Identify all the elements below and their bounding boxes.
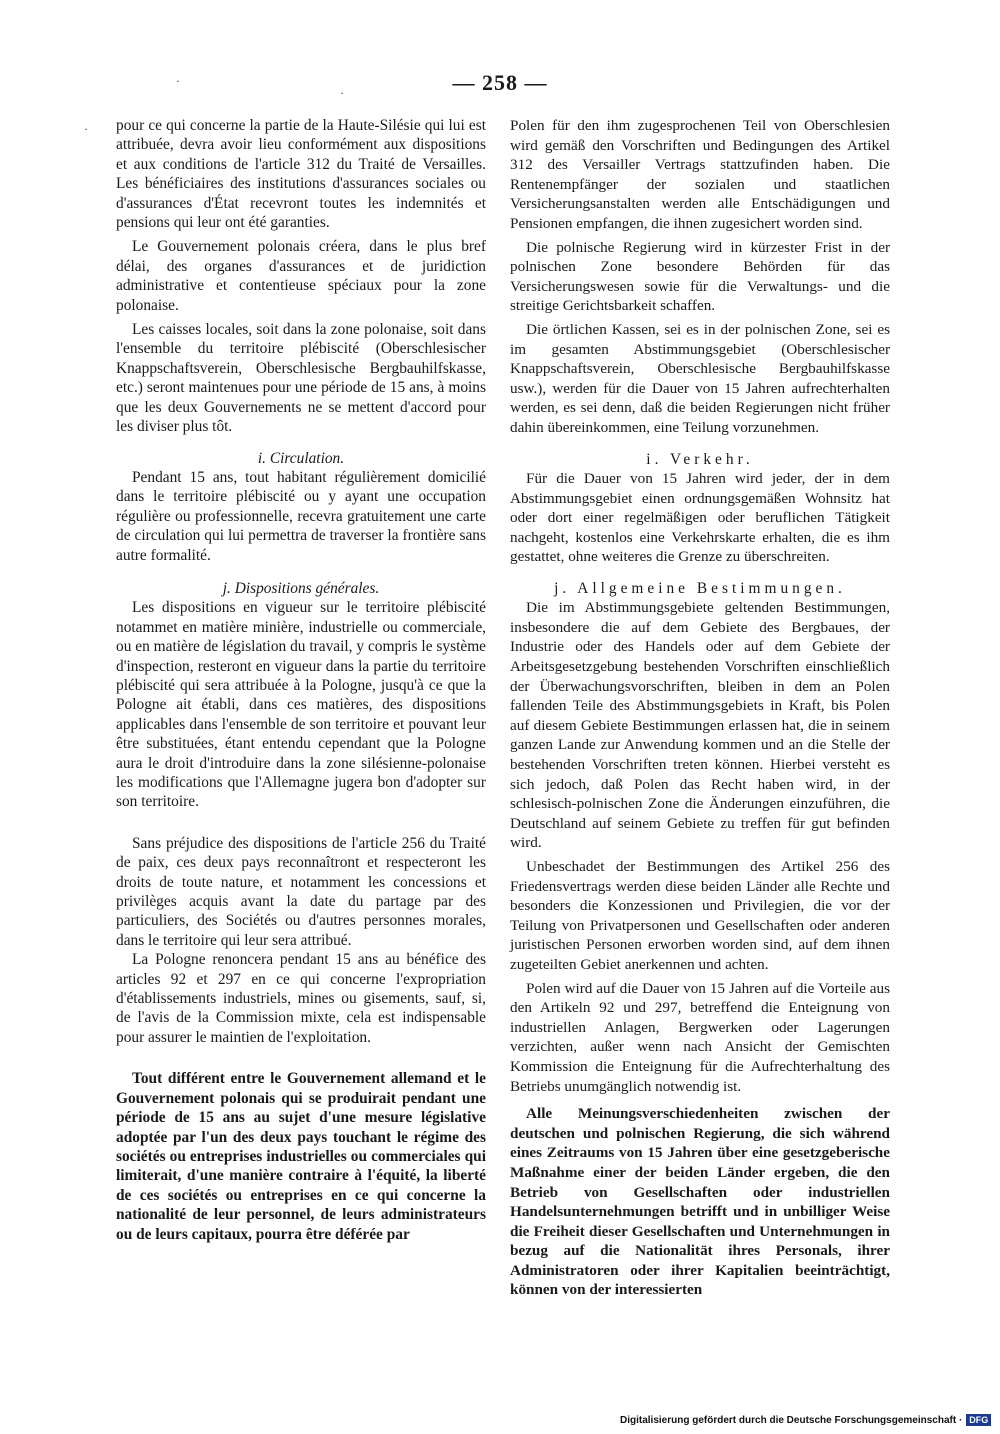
fr-section-heading: i. Circulation. (257, 449, 345, 467)
fr-section-heading: j. Dispositions générales. (222, 579, 380, 597)
digitization-footer (620, 1414, 991, 1426)
fr-paragraph: Pendant 15 ans, tout habitant régulièrement domicilié dans le territoire plébiscité ou y ayant une occupation régulière ou professionnelle, recevra gratuitement une carte de circulation qui lui permettra de traverser la frontière sans autre formalité. (116, 468, 486, 564)
fr-paragraph: Tout différent entre le Gouvernement allemand et le Gouvernement polonais qui se produirait pendant une période de 15 ans au sujet d'une mesure législative adoptée par l'un des deux pays touchant le régime des sociétés ou entreprises industrielles ou commerciales qui limiterait, d'une manière contraire à l'équité, la liberté de ces sociétés ou entreprises en ce qui concerne la nationalité de leur personnel, de leurs administrateurs ou de leurs capitaux, pourra être déférée par (116, 1070, 486, 1243)
de-section-heading: j. Allgemeine Bestimmungen. (554, 579, 846, 597)
dfg-logo-icon: DFG (966, 1414, 991, 1426)
fr-paragraph: Les dispositions en vigueur sur le territoire plébiscité notammet en matière minière, industrielle ou commerciale, ou en matière de législation du travail, y compris le système d'inspection, resteront en vigueur dans la partie du territoire plébiscité qui sera attribuée à la Pologne, jusqu'à ce que la Pologne ait établi, dans ces matières, des dispositions applicables dans l'ensemble de son territoire et pouvant leur être substituées, étant entendu cependant que la Pologne aura le droit d'introduire dans la zone silésienne-polonaise les modifications que l'Allemagne jugera bon d'adopter sur son territoire. (116, 599, 486, 811)
page-number: — 258 — (452, 70, 548, 95)
de-section-heading: i. Verkehr. (646, 450, 754, 468)
de-paragraph: Die im Abstimmungsgebiete geltenden Bestimmungen, insbesondere die auf dem Gebiete des Bergbaues, der Industrie oder des Handels oder auf dem Gebiete der Arbeitsgesetzgebung bestehenden Vorschriften einschließlich der Überwachungsvorschriften, bleiben in dem an Polen fallenden Teile des Abstimmungsgebiets in Kraft, bis Polen auf diesem Gebiete Bestimmungen erlassen hat, die in seinem ganzen Lande zur Anwendung kommen und an die Stelle der bestehenden Vorschriften treten können. Hierbei versteht es sich jedoch, daß Polen das Recht haben wird, in der schlesisch-polnischen Zone die Änderungen einzuführen, die Deutschland auf seinem Gebiete zu treffen für gut befinden wird. (510, 599, 890, 852)
de-paragraph: Unbeschadet der Bestimmungen des Artikel 256 des Friedensvertrags werden diese beiden Länder alle Rechte und besonders die Konzessionen und Privilegien, die vor der Teilung von Privatpersonen und Gesellschaften oder anderen juristischen Personen erworben worden sind, auf dem ihnen zugeteilten Gebiet anerkennen und achten. (510, 858, 890, 973)
de-paragraph: Alle Meinungsverschiedenheiten zwischen der deutschen und polnischen Regierung, die sich während eines Zeitraums von 15 Jahren über eine gesetzgeberische Maßnahme einer der beiden Länder ergeben, die den Betrieb von Gesellschaften oder industriellen Handelsunternehmungen betrifft und in unbilliger Weise die Freiheit dieser Gesellschaften und Unternehmungen in bezug auf die Nationalität ihres Personals, ihrer Administratoren oder ihrer Kapitalien beeinträchtigt, können von der interessierten (510, 1105, 890, 1299)
french-column (116, 116, 486, 1244)
fr-paragraph: La Pologne renoncera pendant 15 ans au bénéfice des articles 92 et 297 en ce qui concerne l'expropriation d'établissements industriels, mines ou gisements, sauf, si, de l'avis de la Commission mixte, cela est indispensable pour assurer le maintien de l'exploitation. (116, 951, 486, 1046)
margin-mark: · (340, 86, 344, 100)
de-paragraph: Polen für den ihm zugesprochenen Teil von Oberschlesien wird gemäß den Vorschriften und Bedingungen des Artikel 312 des Versailler Vertrags stattzufinden haben. Die Rentenempfänger der sozialen und staatlichen Versicherungsanstalten werden alle Entschädigungen und Pensionen empfangen, die ihnen zugesichert worden sind. (510, 117, 890, 232)
de-paragraph: Die örtlichen Kassen, sei es in der polnischen Zone, sei es im gesamten Abstimmungsgebiet (Oberschlesischer Knappschaftsverein, Oberschlesische Bergbauhilfskasse usw.), werden für die Dauer von 15 Jahren aufrechterhalten werden, es sei denn, daß die beiden Regierungen nicht früher dahin übereinkommen, eine Teilung vorzunehmen. (510, 320, 890, 436)
german-column (510, 116, 890, 1300)
footer-text: Digitalisierung gefördert durch die Deutsche Forschungsgemeinschaft · (620, 1414, 963, 1426)
margin-mark: · (176, 74, 180, 88)
fr-paragraph: pour ce qui concerne la partie de la Haute-Silésie qui lui est attribuée, devra avoir lieu conformément aux dispositions et aux conditions de l'article 312 du Traité de Versailles. Les bénéficiaires des institutions d'assurances sociales ou d'assurances d'État recevront toutes les indemnités et pensions qui leur ont été garanties. (116, 117, 486, 232)
fr-paragraph: Les caisses locales, soit dans la zone polonaise, soit dans l'ensemble du territoire plébiscité (Oberschlesischer Knappschaftsverein, Oberschlesische Bergbauhilfskasse, etc.) seront maintenues pour une période de 15 ans, à moins que les deux Gouvernements ne se mettent d'accord pour les diviser plus tôt. (116, 321, 486, 436)
de-paragraph: Die polnische Regierung wird in kürzester Frist in der polnischen Zone besondere Behörden für das Versicherungswesen sowie für die Verwaltungs- und die streitige Gerichtsbarkeit schaffen. (510, 238, 890, 315)
de-paragraph: Polen wird auf die Dauer von 15 Jahren auf die Vorteile aus den Artikeln 92 und 297, betreffend die Enteignung von industriellen Anlagen, Bergwerken oder Lagerungen verzichten, außer wenn nach Ansicht der Gemischten Kommission die Enteignung für die Aufrechterhaltung des Betriebs unumgänglich notwendig ist. (510, 979, 890, 1095)
margin-mark: · (84, 122, 88, 136)
fr-paragraph: Sans préjudice des dispositions de l'article 256 du Traité de paix, ces deux pays reconnaîtront et respecteront les droits de toute nature, et notamment les concessions et privilèges acquis avant la date du partage par des particuliers, des Sociétés ou d'autres personnes morales, dans le territoire qui leur sera attribué. (116, 834, 486, 949)
de-paragraph: Für die Dauer von 15 Jahren wird jeder, der in dem Abstimmungsgebiet einen ordnungsgemäßen Wohnsitz hat oder dort einer regelmäßigen oder beruflichen Tätigkeit nachgeht, kostenlos eine Verkehrskarte erhalten, die es ihm gestattet, ohne weiteres die Grenze zu überschreiten. (510, 469, 890, 566)
fr-paragraph: Le Gouvernement polonais créera, dans le plus bref délai, des organes d'assurances et de juridiction administrative et contentieuse spéciaux pour la zone polonaise. (116, 238, 486, 314)
